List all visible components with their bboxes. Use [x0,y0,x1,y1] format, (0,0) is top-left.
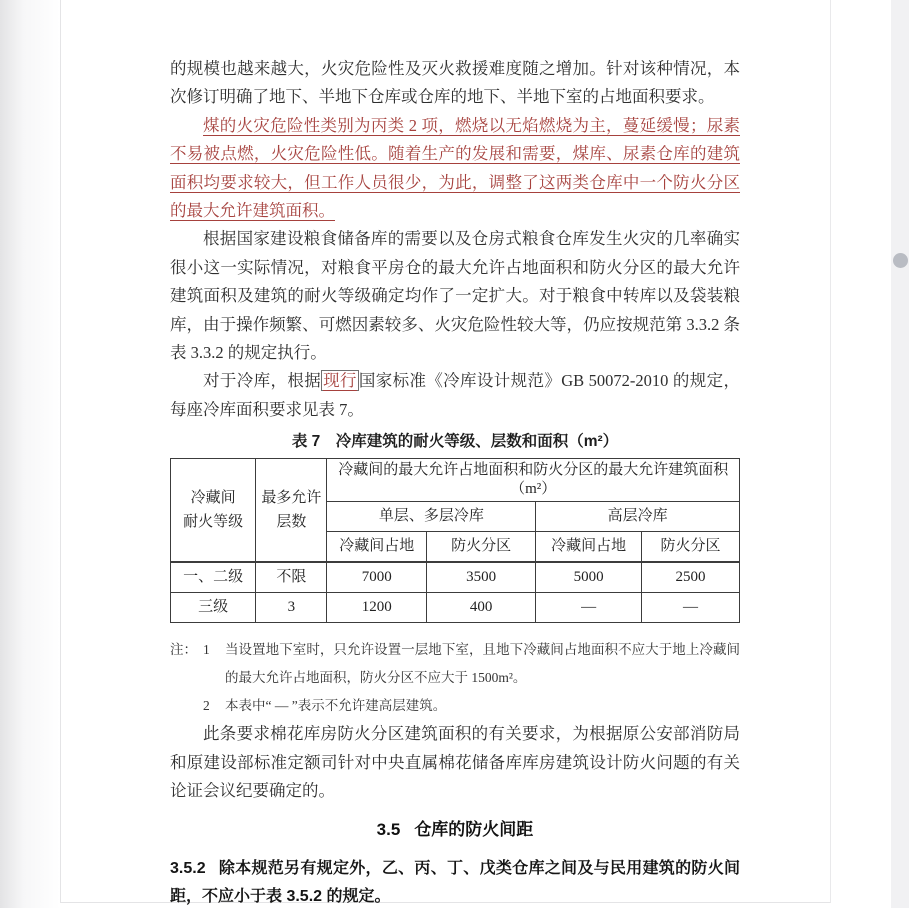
document-page [60,0,831,903]
note-text: 当设置地下室时，只允许设置一层地下室，且地下冷藏间占地面积不应大于地上冷藏间的最大允许占地面积，防火分区不应大于 1500m²。 [225,636,740,692]
header-cell-fire-grade-line1: 冷藏间 [173,486,253,510]
scrollbar-track[interactable] [891,0,909,908]
cell-value: 3500 [427,562,536,593]
cell-value: — [642,593,740,623]
provision-text: 除本规范另有规定外，乙、丙、丁、戊类仓库之间及与民用建筑的防火间距，不应小于表 3.5.2 的规定。 [170,860,740,905]
cell-grade: 一、二级 [171,562,256,593]
table-row [171,593,740,623]
cell-value: 400 [427,593,536,623]
section-number: 3.5 [377,820,401,839]
page-left-shadow [0,0,60,908]
note-label: 注： [170,636,203,692]
header-cell-span-title: 冷藏间的最大允许占地面积和防火分区的最大允许建筑面积（m²） [327,459,740,502]
header-cell-sub-3: 冷藏间占地 [536,532,642,563]
note-number: 2 [203,692,225,720]
cell-floors: 3 [256,593,327,623]
header-cell-max-floors-line2: 层数 [258,510,324,534]
paragraph-cold-storage [170,367,740,424]
table-caption: 表 7 冷库建筑的耐火等级、层数和面积（m²） [170,431,740,453]
cell-value: — [536,593,642,623]
cell-value: 5000 [536,562,642,593]
header-cell-fire-grade [171,459,256,563]
note-number: 1 [203,636,225,692]
paragraph-cold-storage-suffix: 国家标准《冷库设计规范》GB 50072-2010 的规定，每座冷库面积要求见表 7。 [170,371,740,418]
header-cell-group-lowrise: 单层、多层冷库 [327,502,536,532]
section-heading [170,817,740,843]
provision-paragraph [170,855,740,911]
header-cell-max-floors-line1: 最多允许 [258,486,324,510]
cell-value: 2500 [642,562,740,593]
table-notes [170,636,740,720]
header-cell-sub-2: 防火分区 [427,532,536,563]
revision-boxed-term: 现行 [321,370,359,391]
header-cell-sub-1: 冷藏间占地 [327,532,427,563]
cell-value: 1200 [327,593,427,623]
header-cell-group-highrise: 高层冷库 [536,502,740,532]
cell-value: 7000 [327,562,427,593]
section-title: 仓库的防火间距 [414,820,533,839]
note-text: 本表中“ — ”表示不允许建高层建筑。 [225,692,740,720]
header-cell-max-floors [256,459,327,563]
page-content [170,55,740,911]
scrollbar-thumb[interactable] [893,253,908,268]
note-label-spacer [170,692,203,720]
paragraph-cotton: 此条要求棉花库房防火分区建筑面积的有关要求，为根据原公安部消防局和原建设部标准定额司针对中央直属棉花储备库库房建筑设计防火问题的有关论证会议纪要确定的。 [170,720,740,805]
paragraph-cold-storage-prefix: 对于冷库，根据 [203,371,321,390]
provision-number: 3.5.2 [170,860,206,877]
table-7 [170,458,740,623]
paragraph-revision-red: 煤的火灾危险性类别为丙类 2 项，燃烧以无焰燃烧为主，蔓延缓慢；尿素不易被点燃，火灾危险性低。随着生产的发展和需要，煤库、尿素仓库的建筑面积均要求较大，但工作人员很少，为此，调整了这两类仓库中一个防火分区的最大允许建筑面积。 [170,112,740,226]
table-row [171,562,740,593]
paragraph-grain: 根据国家建设粮食储备库的需要以及仓房式粮食仓库发生火灾的几率确实很小这一实际情况，对粮食平房仓的最大允许占地面积和防火分区的最大允许建筑面积及建筑的耐火等级确定均作了一定扩大。对于粮食中转库以及袋装粮库，由于操作频繁、可燃因素较多、火灾危险性较大等，仍应按规范第 3.3.2 条表 3.3.2 的规定执行。 [170,225,740,367]
header-cell-fire-grade-line2: 耐火等级 [173,510,253,534]
note-item [170,692,740,720]
table-header-row-1 [171,459,740,502]
paragraph-continuation: 的规模也越来越大，火灾危险性及灭火救援难度随之增加。针对该种情况，本次修订明确了地下、半地下仓库或仓库的地下、半地下室的占地面积要求。 [170,55,740,112]
header-cell-sub-4: 防火分区 [642,532,740,563]
cell-floors: 不限 [256,562,327,593]
cell-grade: 三级 [171,593,256,623]
note-item [170,636,740,692]
